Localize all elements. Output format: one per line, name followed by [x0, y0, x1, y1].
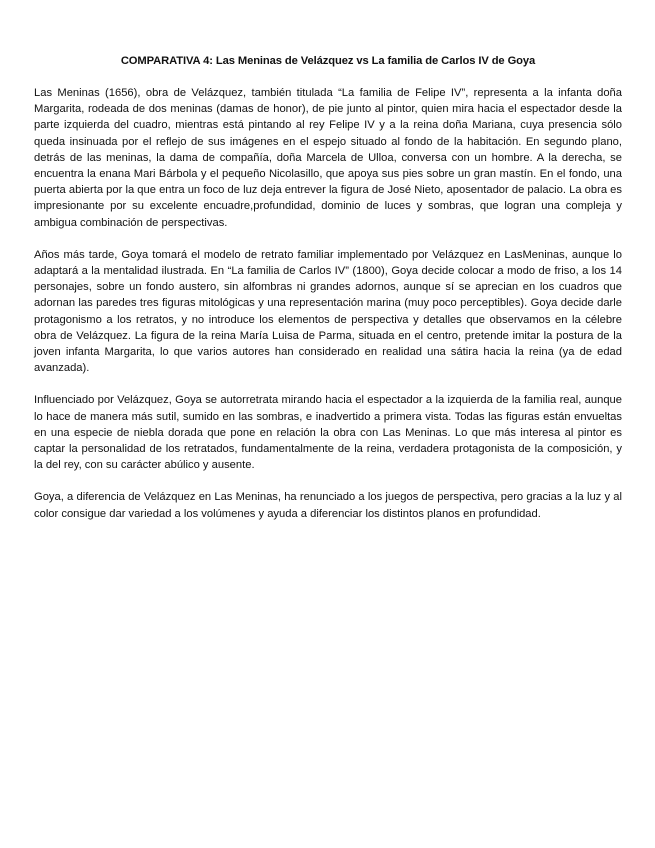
document-body	[34, 85, 622, 538]
paragraph-las-meninas: Las Meninas (1656), obra de Velázquez, también titulada “La familia de Felipe IV”, representa a la infanta doña Margarita, rodeada de dos meninas (damas de honor), de pie junto al pintor, quien mira hacia el espectador desde la parte izquierda del cuadro, mientras está pintando al rey Felipe IV y a la reina doña Mariana, cuya presencia sólo queda insinuada por el reflejo de sus imágenes en el espejo situado al fondo de la habitación. En segundo plano, detrás de las meninas, la dama de compañía, doña Marcela de Ulloa, conversa con un hombre. A la derecha, se encuentra la enana Mari Bárbola y el pequeño Nicolasillo, que apoya sus pies sobre un gran mastín. En el fondo, una puerta abierta por la que entra un foco de luz deja entrever la figura de José Nieto, aposentador de palacio. La obra es impresionante por su excelente encuadre,profundidad, dominio de luces y sombras, que logran una compleja y ambigua combinación de perspectivas.	[34, 87, 622, 229]
document-title: COMPARATIVA 4: Las Meninas de Velázquez vs La familia de Carlos IV de Goya	[120, 55, 536, 67]
paragraph-familia-carlos-iv: Años más tarde, Goya tomará el modelo de retrato familiar implementado por Velázquez en LasMeninas, aunque lo adaptará a la mentalidad ilustrada. En “La familia de Carlos IV” (1800), Goya decide colocar a modo de friso, a los 14 personajes, sobre un fondo austero, sin alfombras ni grandes adornos, aunque sí se aprecian en los cuadros que adornan las paredes tres figuras mitológicas y una representación marina (muy poco perceptibles). Goya decide darle protagonismo a los retratos, y no introduce los elementos de perspectiva y detalles que observamos en la célebre obra de Velázquez. La figura de la reina María Luisa de Parma, situada en el centro, pretende imitar la postura de la joven infanta Margarita, lo que varios autores han considerado en realidad una sátira hacia la reina (ya de edad avanzada).	[34, 248, 622, 375]
paragraph-conclusion: Goya, a diferencia de Velázquez en Las Meninas, ha renunciado a los juegos de perspectiva, pero gracias a la luz y al color consigue dar variedad a los volúmenes y ayuda a diferenciar los distintos planos en profundidad.	[34, 491, 622, 520]
paragraph-goya-autorretrato: Influenciado por Velázquez, Goya se autorretrata mirando hacia el espectador a la izquierda de la familia real, aunque lo hace de manera más sutil, sumido en las sombras, e inadvertido a primera vista. Todas las figuras están envueltas en una especie de niebla dorada que pone en relación la obra con Las Meninas. Lo que más interesa al pintor es captar la personalidad de los retratados, fundamentalmente de la reina, verdadera protagonista de la composición, y la del rey, con su carácter abúlico y ausente.	[34, 394, 622, 472]
